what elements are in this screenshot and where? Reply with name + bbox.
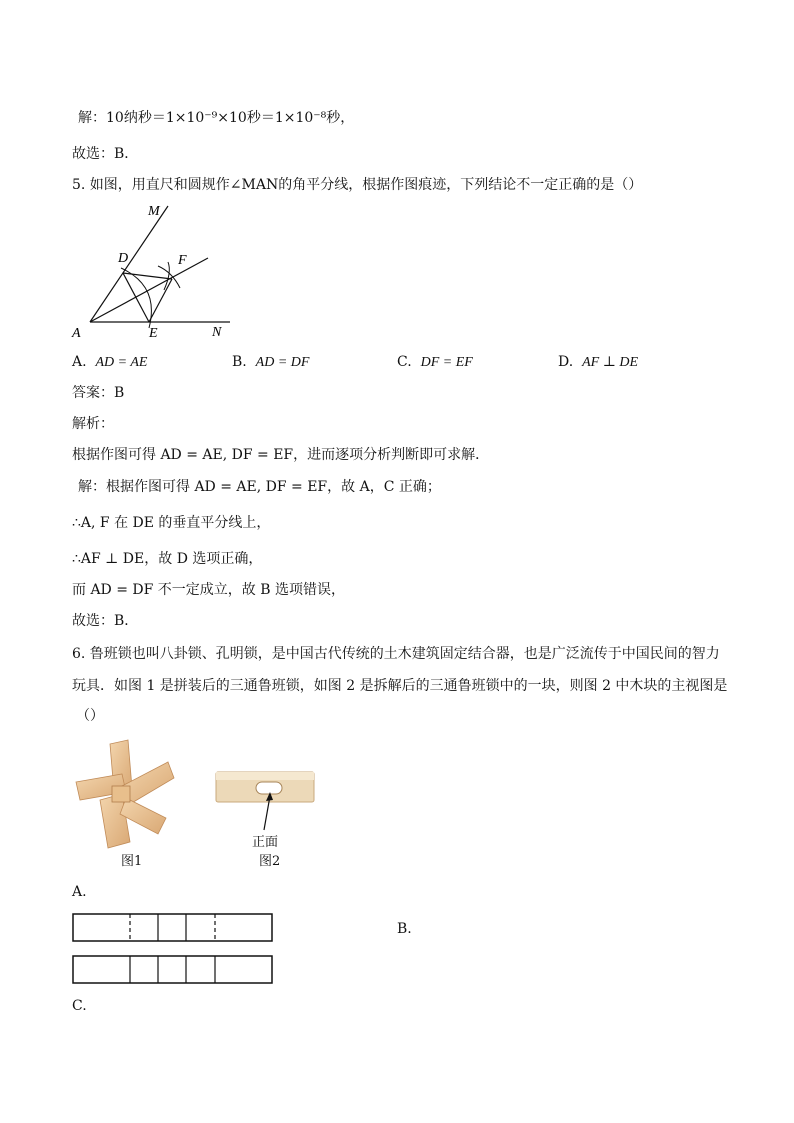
label-F: F xyxy=(178,253,187,268)
q5-question: 5. 如图，用直尺和圆规作∠MAN的角平分线，根据作图痕迹，下列结论不一定正确的是（） xyxy=(72,177,643,193)
q5-option-b: B. AD = DF xyxy=(232,354,310,370)
q5-option-d: D. AF ⊥ DE xyxy=(558,354,639,370)
label-A: A xyxy=(72,326,81,341)
fig2-caption: 图2 xyxy=(259,854,281,869)
label-N: N xyxy=(212,325,222,340)
q6-option-b-label: B. xyxy=(397,921,412,937)
q5-analysis: 根据作图可得 AD = AE, DF = EF，进而逐项分析判断即可求解． xyxy=(72,447,490,463)
label-E: E xyxy=(149,326,158,341)
q6-option-c-label: C. xyxy=(72,998,87,1014)
q6-question-line-2: 玩具．如图 1 是拼装后的三通鲁班锁，如图 2 是拆解后的三通鲁班锁中的一块，则图 2 中木块的主视图是 xyxy=(72,678,728,694)
fig2-front-label: 正面 xyxy=(252,835,279,850)
q4-solution: 解：10纳秒＝1×10⁻⁹×10秒＝1×10⁻⁸秒， xyxy=(78,110,355,126)
q5-solution-line-4: 而 AD = DF 不一定成立，故 B 选项错误， xyxy=(72,582,345,598)
q5-answer: 答案：B xyxy=(72,385,125,401)
q5-option-c: C. DF = EF xyxy=(397,354,473,370)
luban-lock-piece-image xyxy=(214,768,316,838)
option-b-front-view xyxy=(72,955,274,985)
q5-solution-line-3: ∴AF ⊥ DE，故 D 选项正确， xyxy=(72,551,263,567)
q6-question-line-1: 6. 鲁班锁也叫八卦锁、孔明锁，是中国古代传统的土木建筑固定结合器，也是广泛流传于中国民间的智力 xyxy=(72,646,720,662)
q6-question-line-3: （） xyxy=(76,708,104,724)
label-M: M xyxy=(148,204,160,219)
angle-bisector-figure xyxy=(68,200,248,345)
q5-solution-line-5: 故选：B． xyxy=(72,613,139,629)
q5-solution-line-2: ∴A, F 在 DE 的垂直平分线上， xyxy=(72,515,271,531)
fig1-caption: 图1 xyxy=(121,854,143,869)
option-a-front-view-upper xyxy=(72,913,274,943)
q6-option-a-label: A. xyxy=(72,884,87,900)
q4-choose: 故选：B． xyxy=(72,146,139,162)
label-D: D xyxy=(118,251,129,266)
q5-option-a: A. AD = AE xyxy=(72,354,148,370)
luban-lock-assembled-image xyxy=(70,738,180,850)
q5-analysis-label: 解析： xyxy=(72,416,114,432)
q5-solution-line-1: 解：根据作图可得 AD = AE, DF = EF，故 A，C 正确； xyxy=(78,479,441,495)
